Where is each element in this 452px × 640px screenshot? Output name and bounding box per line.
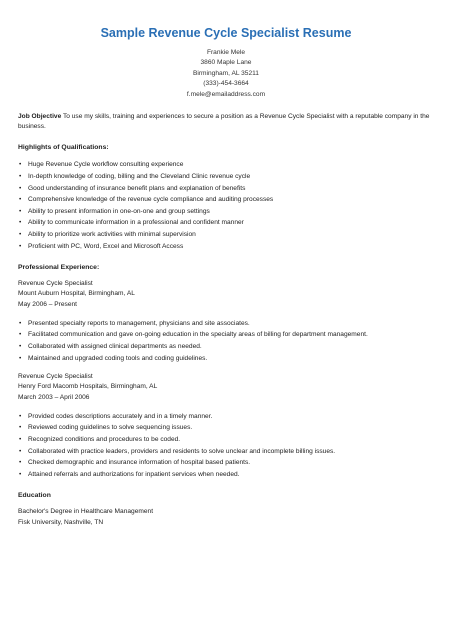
job-objective [18,112,434,132]
highlight-text: Huge Revenue Cycle workflow consulting experience [28,161,184,169]
list-item [18,241,434,253]
bullet-icon: • [19,459,22,467]
list-item [18,329,434,341]
duty-text: Presented specialty reports to management, physicians and site associates. [28,319,250,327]
bullet-icon: • [19,242,22,250]
list-item [18,457,434,469]
duty-text: Facilitated communication and gave on-going education in the specialty areas of billing for department management. [28,331,368,339]
list-item [18,341,434,353]
highlight-text: Ability to present information in one-on-one and group settings [28,207,210,215]
job-duties-list [18,411,434,481]
objective-label: Job Objective [18,113,62,121]
spacer [18,364,434,372]
duty-text: Reviewed coding guidelines to solve sequencing issues. [28,424,193,432]
duty-text: Collaborated with assigned clinical departments as needed. [28,342,202,350]
list-item [18,446,434,458]
list-item [18,434,434,446]
highlight-text: Ability to communicate information in a professional and confident manner [28,219,244,227]
list-item [18,229,434,241]
list-item [18,411,434,423]
duty-text: Recognized conditions and procedures to be coded. [28,435,181,443]
education-block [18,507,434,527]
education-degree: Bachelor's Degree in Healthcare Management [18,508,154,516]
bullet-icon: • [19,196,22,204]
resume-title: Sample Revenue Cycle Specialist Resume [100,26,352,40]
job-employer: Henry Ford Macomb Hospitals, Birmingham, AL [18,383,158,391]
list-item [18,206,434,218]
list-item [18,159,434,171]
highlight-text: Proficient with PC, Word, Excel and Microsoft Access [28,242,184,250]
bullet-icon: • [19,219,22,227]
highlight-text: In-depth knowledge of coding, billing and the Cleveland Clinic revenue cycle [28,173,251,181]
highlight-text: Good understanding of insurance benefit plans and explanation of benefits [28,184,246,192]
education-heading: Education [18,492,51,500]
duty-text: Provided codes descriptions accurately and in a timely manner. [28,412,213,420]
duty-text: Attained referrals and authorizations for inpatient services when needed. [28,470,240,478]
job-employer: Mount Auburn Hospital, Birmingham, AL [18,290,135,298]
list-item [18,353,434,365]
bullet-icon: • [19,354,22,362]
bullet-icon: • [19,424,22,432]
bullet-icon: • [19,412,22,420]
bullet-icon: • [19,435,22,443]
duty-text: Maintained and upgraded coding tools and coding guidelines. [28,354,208,362]
highlight-text: Ability to prioritize work activities with minimal supervision [28,231,196,238]
highlight-text: Comprehensive knowledge of the revenue cycle compliance and auditing processes [28,196,274,204]
bullet-icon: • [19,207,22,215]
list-item [18,171,434,183]
bullet-icon: • [19,470,22,478]
contact-name: Frankie Mele [206,49,246,56]
bullet-icon: • [19,331,22,339]
bullet-icon: • [19,342,22,350]
education-school: Fisk University, Nashville, TN [18,518,104,526]
job-header [18,279,434,310]
bullet-icon: • [19,447,22,455]
highlights-heading: Highlights of Qualifications: [18,144,109,152]
duty-text: Checked demographic and insurance information of hospital based patients. [28,459,251,467]
list-item [18,422,434,434]
duty-text: Collaborated with practice leaders, providers and residents to solve unclear and incomplete billing issues. [28,447,336,455]
job-dates: May 2006 – Present [18,300,78,308]
bullet-icon: • [19,161,22,169]
contact-phone: (333)-454-3664 [203,80,249,88]
list-item [18,217,434,229]
job-header [18,372,434,403]
list-item [18,318,434,330]
experience-heading: Professional Experience: [18,264,100,272]
contact-block [18,48,434,100]
list-item [18,194,434,206]
job-role: Revenue Cycle Specialist [18,280,93,288]
highlights-list [18,159,434,252]
job-duties-list [18,318,434,364]
objective-text: To use my skills, training and experiences to secure a position as a Revenue Cycle Specialist with a reputable company in the business. [18,113,430,131]
bullet-icon: • [19,184,22,192]
contact-email: f.mele@emailaddress.com [186,90,266,98]
job-role: Revenue Cycle Specialist [18,373,93,381]
bullet-icon: • [19,231,22,238]
bullet-icon: • [19,173,22,181]
list-item [18,469,434,481]
contact-city: Birmingham, AL 35211 [193,69,259,77]
bullet-icon: • [19,319,22,327]
contact-street: 3860 Maple Lane [200,59,252,67]
list-item [18,183,434,195]
job-dates: March 2003 – April 2006 [18,393,90,401]
